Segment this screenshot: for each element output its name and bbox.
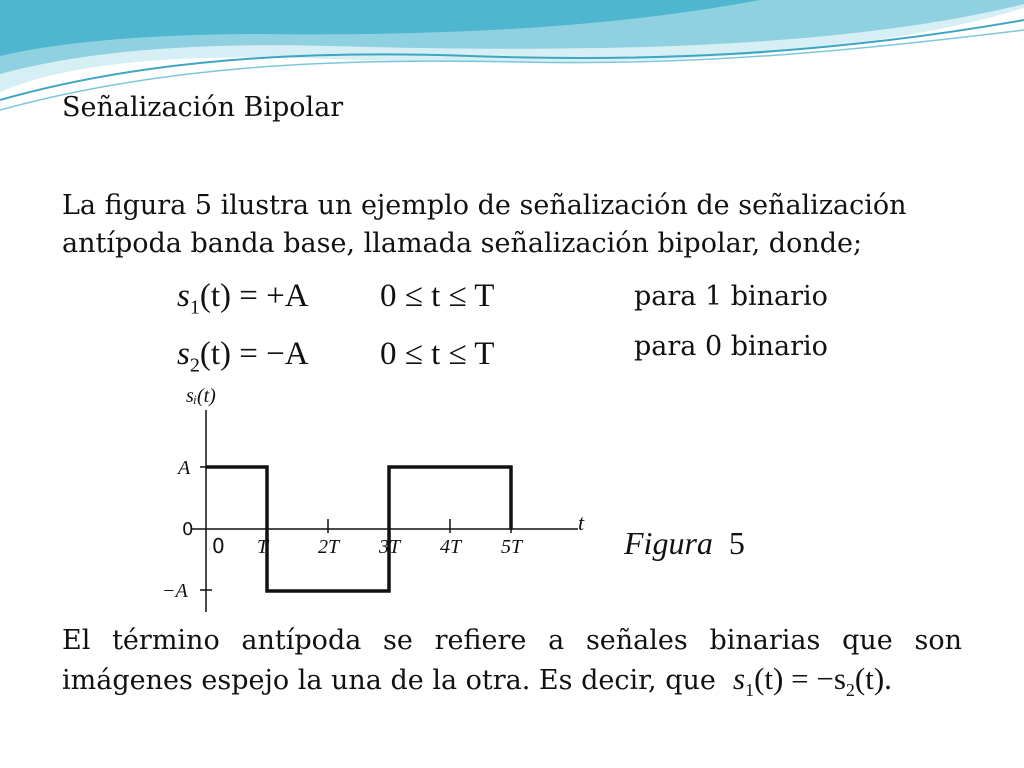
inline-equation: $s_1(t) = -s_2(t)$. bbox=[733, 661, 892, 701]
range-s2: 0 ≤ t ≤ T bbox=[380, 336, 495, 372]
x-tick-label-4: 4T bbox=[440, 536, 462, 558]
x-tick-label-5: 5T bbox=[501, 536, 523, 558]
x-tick-label-2: 2T bbox=[318, 536, 340, 558]
range-s1: 0 ≤ t ≤ T bbox=[380, 278, 495, 314]
slide-title: Señalización Bipolar bbox=[62, 92, 344, 123]
level-label-0: 0 bbox=[182, 519, 194, 540]
equation-s1: $s_1(t) = +A$ bbox=[177, 278, 309, 319]
label-binary-0: para 0 binario bbox=[634, 331, 828, 362]
x-axis-label: t bbox=[578, 510, 585, 535]
intro-paragraph: La figura 5 ilustra un ejemplo de señalización de señalización antípoda banda base, llamada señalización bipolar, donde; bbox=[62, 190, 907, 259]
x-tick-label-1: T bbox=[257, 536, 269, 558]
equation-s2: $s_2(t) = -A$ bbox=[177, 336, 309, 377]
bipolar-signal-figure bbox=[160, 378, 596, 612]
label-binary-1: para 1 binario bbox=[634, 281, 828, 312]
x-tick-label-0: 0 bbox=[212, 534, 225, 558]
level-label-A: A bbox=[178, 457, 191, 479]
level-label-negA: −A bbox=[162, 580, 188, 602]
closing-paragraph: El término antípoda se refiere a señales binarias que son imágenes espejo la una de la otra. Es decir, que $s_1(t) = -s_2(t)$. bbox=[62, 625, 962, 701]
x-tick-label-3: 3T bbox=[379, 536, 401, 558]
figure-caption: Figura 5 bbox=[624, 525, 745, 561]
bipolar-signal-plot bbox=[160, 378, 596, 612]
y-axis-label: sᵢ(t) bbox=[186, 385, 216, 407]
